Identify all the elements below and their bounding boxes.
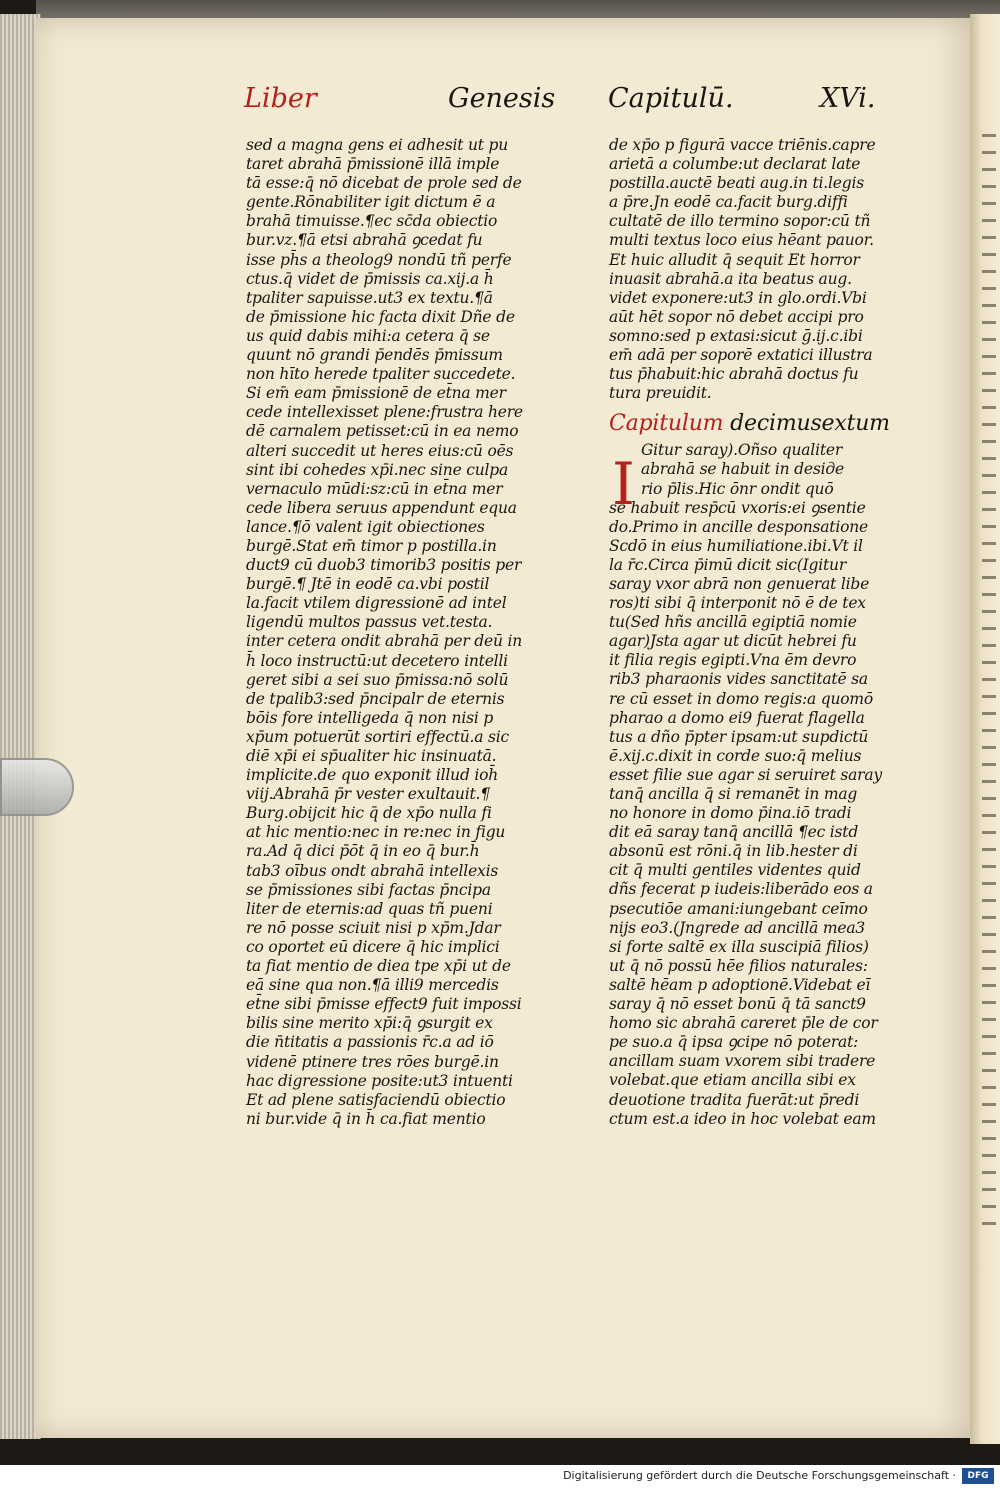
text-line: cultatē de illo termino sopor:cū tñ bbox=[609, 212, 871, 231]
text-line: duct9 cū duob3 timorib3 positis per bbox=[246, 556, 522, 575]
text-line: diē xp̄i ei sp̄ualiter hic insinuatā. bbox=[246, 747, 497, 765]
running-head-genesis bbox=[448, 83, 555, 114]
text-line: deuotione tradita fuerāt:ut p̄redi bbox=[609, 1090, 860, 1109]
text-line: no honore in domo p̄ina.iō tradi bbox=[609, 804, 852, 823]
running-head-liber-text: Liber bbox=[244, 83, 317, 114]
text-line: re cū esset in domo regis:a quomō bbox=[609, 689, 874, 708]
text-line: multi textus loco eius hēant pauor. bbox=[609, 231, 874, 250]
text-line: implicite.de quo exponit illud ioh̄ bbox=[246, 766, 499, 785]
text-line: Gitur saray).Oñso qualiter bbox=[641, 441, 843, 460]
text-line: Si em̄ eam p̄missionē de et̄na mer bbox=[246, 384, 506, 403]
text-line: rio p̄lis.Hic ōnr ondit quō bbox=[641, 479, 834, 498]
page-clip bbox=[0, 758, 74, 816]
text-line: saray q̄ nō esset bonū q̄ tā sanct9 bbox=[609, 995, 866, 1014]
text-line: sed a magna gens ei adhesit ut pu bbox=[246, 136, 509, 154]
text-line: at hic mentio:nec in re:nec in figu bbox=[246, 823, 506, 842]
facing-page-text-fragment bbox=[982, 134, 996, 1234]
text-line: de xp̄o p figurā vacce triēnis.capre bbox=[609, 136, 876, 154]
text-line: viij.Abrahā p̄r vester exultauit.¶ bbox=[246, 785, 490, 804]
right-column-bottom-block bbox=[609, 441, 899, 1128]
text-line: tus p̄habuit:hic abrahā doctus fu bbox=[609, 365, 859, 384]
text-line: eā sine qua non.¶ā illi9 mercedis bbox=[246, 976, 499, 995]
text-line: la r̄c.Circa p̄imū dicit sic(Igitur bbox=[609, 555, 847, 574]
text-line: aūt hēt sopor nō debet accipi pro bbox=[609, 307, 864, 326]
text-line: inter cetera ondit abrahā per deū in bbox=[246, 632, 523, 651]
text-line: absonū est rōni.q̄ in lib.hester di bbox=[609, 842, 858, 861]
text-line: rib3 pharaonis vides sanctitatē sa bbox=[609, 670, 868, 689]
text-line: nijs eo3.(Jngrede ad ancillā mea3 bbox=[609, 918, 866, 937]
text-line: Et ad plene satisfaciendū obiectio bbox=[246, 1090, 506, 1109]
chapter-heading-number: decimusextum bbox=[730, 411, 890, 437]
text-line: cede libera seruus appendunt equa bbox=[246, 498, 517, 517]
text-line: tus a dño p̄pter ipsam:ut supdictū bbox=[609, 727, 869, 746]
running-head-number bbox=[820, 83, 875, 114]
text-line: ra.Ad q̄ dici p̄ōt q̄ in eo q̄ bur.h̄ bbox=[246, 842, 480, 861]
text-line: et̄ne sibi p̄misse effect9 fuit impossi bbox=[246, 995, 522, 1014]
facing-page-gutter bbox=[970, 14, 1000, 1444]
text-line: gente.Rōnabiliter igit dictum ē a bbox=[246, 193, 496, 212]
text-line: tā esse:q̄ nō dicebat de prole sed de bbox=[246, 174, 522, 193]
text-line: somno:sed p extasi:sicut ḡ.ij.c.ibi bbox=[609, 326, 863, 345]
text-line: videt exponere:ut3 in glo.ordi.Vbi bbox=[609, 288, 867, 307]
text-line: pe suo.a q̄ ipsa ꝯcipe nō poterat: bbox=[609, 1033, 859, 1052]
text-line: Burg.obijcit hic q̄ de xp̄o nulla fi bbox=[246, 804, 492, 823]
text-line: esset filie sue agar si seruiret saray bbox=[609, 765, 882, 784]
text-line: agar)Jsta agar ut dicūt hebrei fu bbox=[609, 632, 857, 651]
footer-credit: Digitalisierung gefördert durch die Deutsche Forschungsgemeinschaft · bbox=[563, 1469, 956, 1482]
text-line: si forte saltē ex illa suscipiā filios) bbox=[609, 937, 869, 956]
text-line: la.facit vtilem digressionē ad intel bbox=[246, 594, 507, 613]
text-line: dit eā saray tanq̄ ancillā ¶ec istd bbox=[609, 823, 859, 842]
text-line: tu(Sed hñs ancillā egiptiā nomie bbox=[609, 613, 857, 632]
text-line: videnē ptinere tres rōes burgē.in bbox=[246, 1052, 499, 1071]
text-line: tpaliter sapuisse.ut3 ex textu.¶ā bbox=[246, 288, 493, 307]
text-line: vernaculo mūdi:sz:cū in et̄na mer bbox=[246, 479, 503, 498]
text-line: arietā a columbe:ut declarat late bbox=[609, 155, 861, 174]
text-line: volebat.que etiam ancilla sibi ex bbox=[609, 1071, 856, 1090]
text-line: cit q̄ multi gentiles videntes quid bbox=[609, 861, 861, 880]
text-line: em̄ adā per soporē extatici illustra bbox=[609, 346, 873, 365]
text-line: Et huic alludit q̄ sequit Et horror bbox=[609, 250, 860, 269]
text-line: non hīto herede tpaliter succedete. bbox=[246, 365, 516, 384]
text-line: se habuit resp̄cū vxoris:ei ꝯsentie bbox=[609, 498, 866, 517]
text-line: ctus.q̄ videt de p̄missis ca.xij.a h̄ bbox=[246, 269, 494, 288]
text-line: burgē.Stat em̄ timor p postilla.in bbox=[246, 536, 497, 555]
text-line: dñs fecerat p iudeis:liberādo eos a bbox=[609, 880, 873, 899]
text-line: dē carnalem petisset:cū in ea nemo bbox=[246, 422, 519, 441]
text-line: ancillam suam vxorem sibi tradere bbox=[609, 1052, 876, 1071]
text-line: tab3 oībus ondt abrahā intellexis bbox=[246, 861, 499, 880]
text-line: ni bur.vide q̄ in h̄ ca.fiat mentio bbox=[246, 1109, 486, 1128]
text-line: tura preuidit. bbox=[609, 384, 712, 403]
text-line: xp̄um potuerūt sortiri effectū.a sic bbox=[246, 727, 510, 746]
text-line: ros)ti sibi q̄ interponit nō ē de tex bbox=[609, 594, 866, 613]
text-line: quunt nō grandi p̄endēs p̄missum bbox=[246, 346, 503, 365]
text-line: taret abrahā p̄missionē illā imple bbox=[246, 155, 500, 174]
page-fore-edge bbox=[0, 14, 41, 1439]
running-head-genesis-text: Genesis bbox=[448, 83, 556, 114]
text-line: inuasit abrahā.a ita beatus aug. bbox=[609, 269, 852, 288]
chapter-heading-capitulum: Capitulum bbox=[609, 411, 724, 437]
text-line: brahā timuisse.¶ec sc̄da obiectio bbox=[246, 212, 498, 231]
footer-bar bbox=[0, 1465, 1000, 1489]
dfg-logo: DFG bbox=[962, 1468, 994, 1484]
text-line: tanq̄ ancilla q̄ si remanēt in mag bbox=[609, 785, 858, 803]
text-line: h̄ loco instructū:ut decetero intelli bbox=[246, 651, 508, 670]
text-line: cede intellexisset plene:frustra here bbox=[246, 403, 523, 422]
text-line: us quid dabis mihi:a cetera q̄ se bbox=[246, 326, 490, 345]
text-line: alteri succedit ut heres eius:cū oēs bbox=[246, 441, 514, 460]
text-line: burgē.¶ Jtē in eodē ca.vbi postil bbox=[246, 575, 490, 594]
text-line: de tpalib3:sed p̄ncipalr de eternis bbox=[246, 689, 505, 708]
text-line: lance.¶ō valent igit obiectiones bbox=[246, 517, 485, 536]
text-line: de p̄missione hic facta dixit Dñe de bbox=[246, 307, 515, 326]
text-line: bōis fore intelligeda q̄ non nisi p bbox=[246, 708, 494, 727]
text-line: bur.vz.¶ā etsi abrahā ꝯcedat fu bbox=[246, 231, 483, 250]
text-line: it filia regis egipti.Vna ēm devro bbox=[609, 651, 857, 670]
text-line: saray vxor abrā non genuerat libe bbox=[609, 574, 870, 593]
text-line: re nō posse sciuit nisi p xp̄m.Jdar bbox=[246, 918, 501, 937]
text-line: abrahā se habuit in desiде bbox=[641, 460, 844, 479]
rubricated-initial: I bbox=[612, 450, 635, 518]
text-line: se p̄missiones sibi factas p̄ncipa bbox=[246, 880, 491, 899]
text-line: ctum est.a ideo in hoc volebat eam bbox=[609, 1109, 876, 1128]
text-line: liter de eternis:ad quas tñ pueni bbox=[246, 899, 493, 918]
text-line: homo sic abrahā careret p̄le de cor bbox=[609, 1014, 878, 1033]
text-line: saltē hēam p adoptionē.Videbat eī bbox=[609, 975, 871, 994]
text-line: geret sibi a sei suo p̄missa:nō solū bbox=[246, 670, 509, 689]
text-line: co oportet eū dicere q̄ hic implici bbox=[246, 937, 500, 956]
text-line: a p̄re.Jn eodē ca.facit burg.diffi bbox=[609, 193, 848, 212]
text-line: pharao a domo ei9 fuerat flagella bbox=[609, 708, 865, 727]
text-line: hac digressione posite:ut3 intuenti bbox=[246, 1071, 513, 1090]
chapter-heading bbox=[609, 411, 899, 437]
right-column-top-block bbox=[609, 136, 899, 403]
running-head-number-text: XVi. bbox=[820, 83, 876, 114]
text-line: ut q̄ nō possū hēe filios naturales: bbox=[609, 956, 868, 975]
text-line: ta fiat mentio de diea tpe xp̄i ut de bbox=[246, 957, 511, 976]
text-line: bilis sine merito xp̄i:q̄ ꝯsurgit ex bbox=[246, 1014, 493, 1033]
text-line: isse ph̄s a theolog9 nondū tñ perfe bbox=[246, 250, 512, 269]
text-line: Scdō in eius humiliatione.ibi.Vt il bbox=[609, 536, 863, 555]
text-line: sint ibi cohedes xp̄i.nec sine culpa bbox=[246, 460, 509, 479]
running-head-liber bbox=[244, 83, 317, 114]
text-line: ē.xij.c.dixit in corde suo:q̄ melius bbox=[609, 746, 862, 765]
running-head-capitulum bbox=[608, 83, 734, 114]
text-line: ligendū multos passus vet.testa. bbox=[246, 613, 493, 632]
right-text-column bbox=[609, 136, 899, 1129]
running-head-capitulum-text: Capitulū. bbox=[608, 83, 734, 114]
left-text-column bbox=[246, 136, 536, 1129]
text-line: psecutiōe amani:iungebant ceīmo bbox=[609, 899, 868, 918]
text-line: postilla.auctē beati aug.in ti.legis bbox=[609, 174, 864, 193]
text-line: do.Primo in ancille desponsatione bbox=[609, 517, 868, 536]
text-line: die n̄titatis a passionis r̄c.a ad iō bbox=[246, 1033, 494, 1052]
